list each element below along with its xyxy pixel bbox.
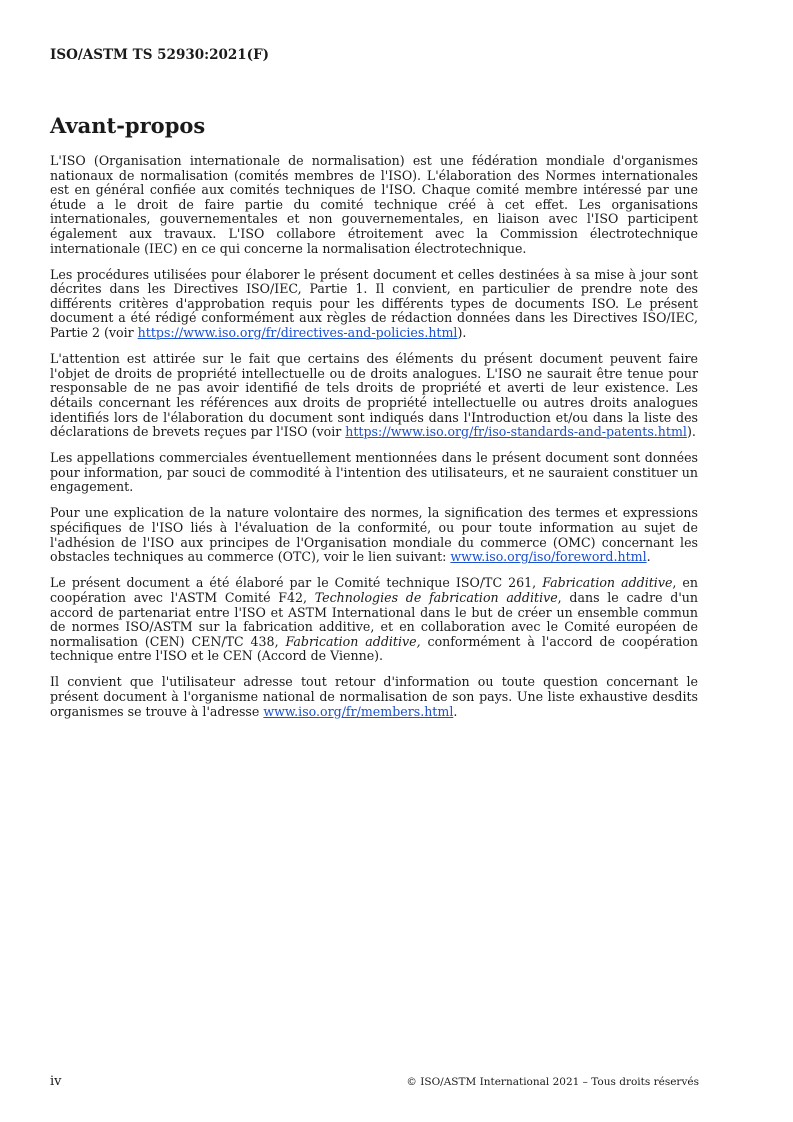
document-id-header: ISO/ASTM TS 52930:2021(F) (50, 47, 270, 63)
page-title: Avant-propos (50, 113, 206, 138)
foreword-link[interactable]: www.iso.org/iso/foreword.html (450, 549, 647, 565)
paragraph-4: Les appellations commerciales éventuellement mentionnées dans le présent document sont données pour information, par souci de commodité à l'intention des utilisateurs, et ne sauraient constituer un engagement. (50, 450, 698, 495)
paragraph-2-tail: ). (457, 325, 467, 341)
page-number: iv (50, 1074, 62, 1089)
paragraph-5-tail: . (646, 549, 651, 565)
paragraph-6-text-g: conformément à l'accord de coopération technique entre l'ISO et le CEN (Accord de Vienne). (50, 633, 699, 664)
foreword-body (50, 154, 698, 731)
committee-f42-name: Technologies de fabrication additive (314, 589, 558, 605)
directives-link[interactable]: https://www.iso.org/fr/directives-and-policies.html (137, 325, 458, 341)
paragraph-3 (50, 352, 698, 440)
paragraph-3-text: L'attention est attirée sur le fait que certains des éléments du présent document peuvent faire l'objet de droits de propriété intellectuelle ou de droits analogues. L'ISO ne saurait être tenue pour responsable de ne pas avoir identifié de tels droits de propriété et averti de leur existence. Les détails concernant les références aux droits de propriété intellectuelle ou autres droits analogues identifiés lors de l'élaboration du document sont indiqués dans l'Introduction et/ou dans la liste des déclarations de brevets reçues par l'ISO (voir (50, 351, 698, 440)
paragraph-7-tail: . (453, 703, 458, 719)
paragraph-6 (50, 576, 698, 664)
paragraph-5-text: Pour une explication de la nature volontaire des normes, la signification des termes et expressions spécifiques de l'ISO liés à l'évaluation de la conformité, ou pour toute information au sujet de l'adhésion de l'ISO aux principes de l'Organisation mondiale du commerce (OMC) concernant les obstacles techniques au commerce (OTC), voir le lien suivant: (50, 505, 698, 565)
paragraph-3-tail: ). (686, 424, 696, 440)
committee-tc438-name: Fabrication additive, (285, 633, 421, 649)
paragraph-1: L'ISO (Organisation internationale de normalisation) est une fédération mondiale d'organismes nationaux de normalisation (comités membres de l'ISO). L'élaboration des Normes internationales est en général confiée aux comités techniques de l'ISO. Chaque comité membre intéressé par une étude a le droit de faire partie du comité technique créé à cet effet. Les organisations internationales, gouvernementales et non gouvernementales, en liaison avec l'ISO participent également aux travaux. L'ISO collabore étroitement avec la Commission électrotechnique internationale (IEC) en ce qui concerne la normalisation électrotechnique. (50, 153, 698, 256)
paragraph-6-text-e: , dans le cadre d'un accord de partenariat entre l'ISO et ASTM International dans le but de créer un ensemble commun de normes ISO/ASTM sur la fabrication additive, et en collaboration avec le Comité européen de normalisation (CEN) CEN/TC 438, (50, 589, 698, 649)
paragraph-2-text: Les procédures utilisées pour élaborer le présent document et celles destinées à sa mise à jour sont décrites dans les Directives ISO/IEC, Partie 1. Il convient, en particulier de prendre note des différents critères d'approbation requis pour les différents types de documents ISO. Le présent document a été rédigé conformément aux règles de rédaction données dans les Directives ISO/IEC, Partie 2 (voir (50, 266, 698, 341)
members-link[interactable]: www.iso.org/fr/members.html (263, 703, 454, 719)
committee-tc261-name: Fabrication additive (542, 575, 673, 591)
paragraph-7-text: Il convient que l'utilisateur adresse tout retour d'information ou toute question concernant le présent document à l'organisme national de normalisation de son pays. Une liste exhaustive desdits organismes se trouve à l'adresse (50, 674, 698, 719)
paragraph-6-text-c: , en coopération avec l'ASTM Comité F42, (50, 575, 699, 605)
paragraph-5 (50, 506, 698, 564)
paragraph-2 (50, 268, 698, 341)
paragraph-6-text-a: Le présent document a été élaboré par le Comité technique ISO/TC 261, (50, 575, 543, 591)
patents-link[interactable]: https://www.iso.org/fr/iso-standards-and-patents.html (345, 424, 687, 440)
paragraph-7 (50, 675, 698, 719)
copyright-notice: © ISO/ASTM International 2021 – Tous droits réservés (406, 1076, 699, 1088)
